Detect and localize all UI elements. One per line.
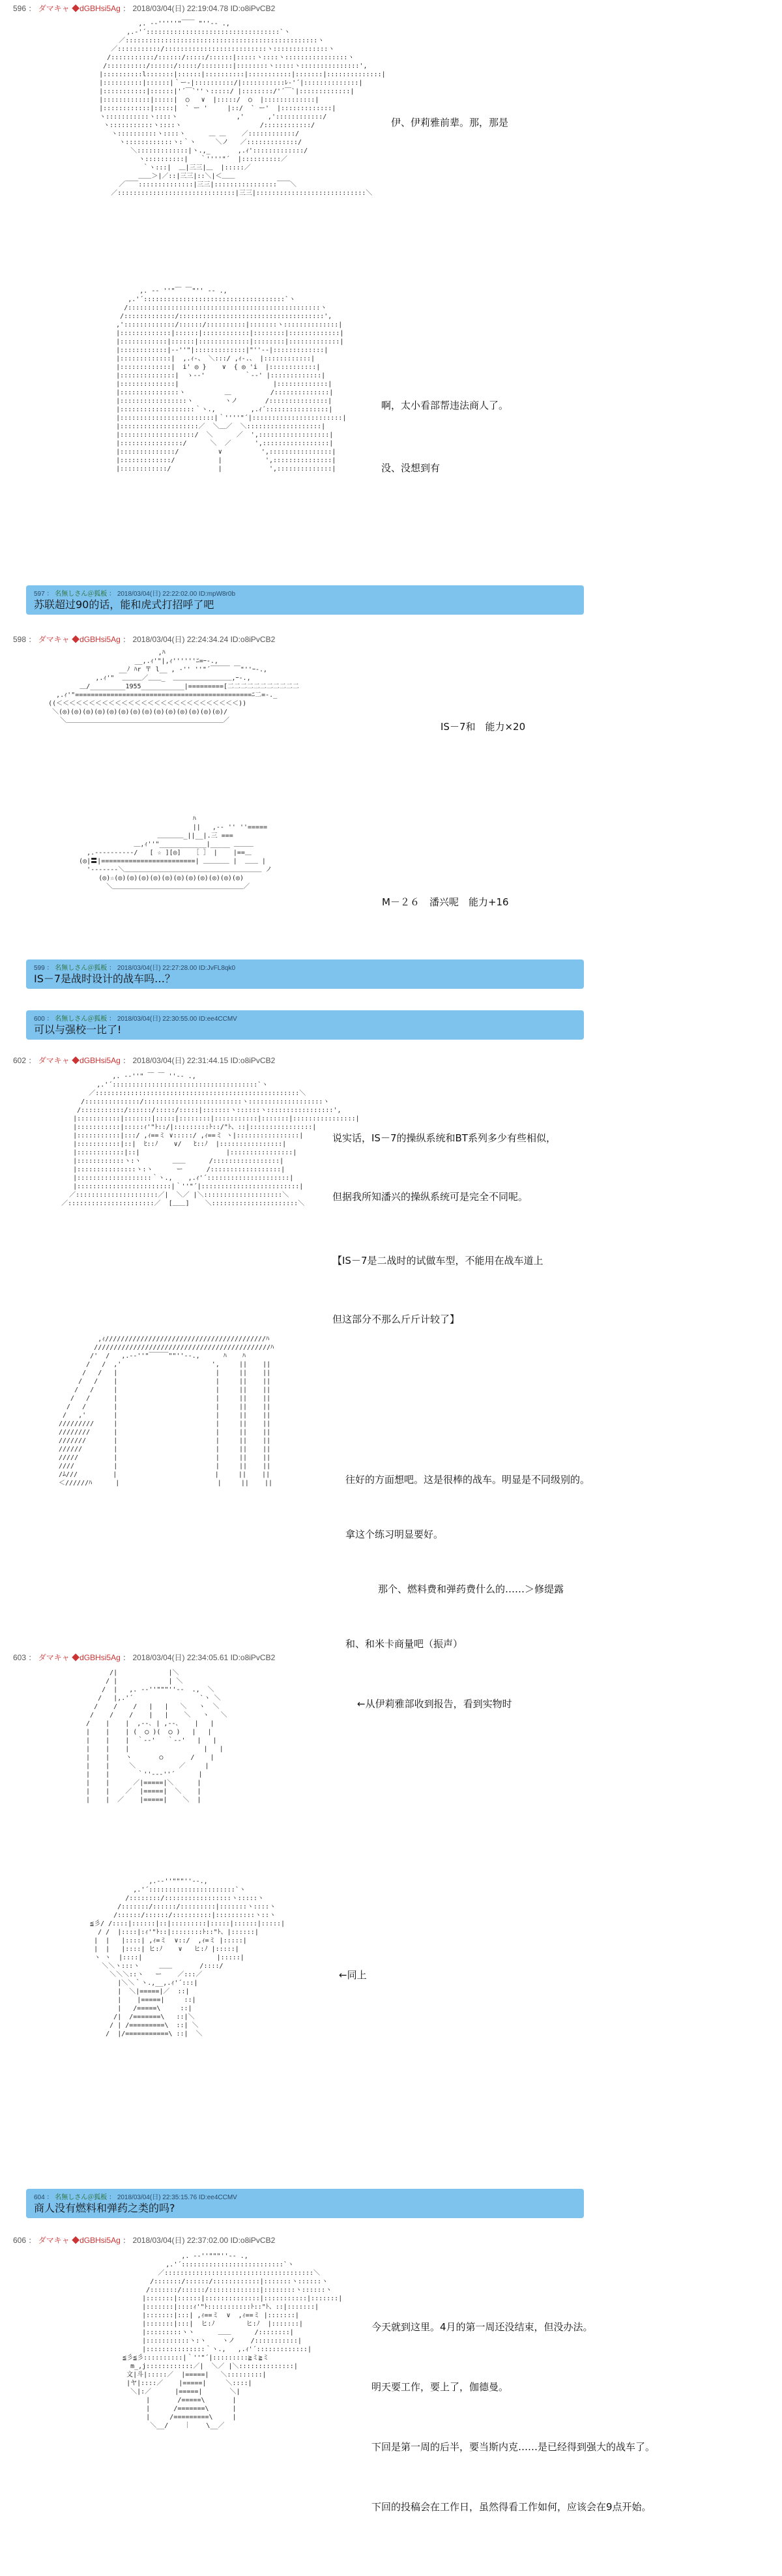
post-header: 606 ： ダマキャ ◆dGBHsi5Ag ： 2018/03/04(日) 22:37:02.00 ID:o8iPvCB2 [13, 2236, 276, 2245]
reply-post [26, 2189, 584, 2218]
ascii-art-tank-m26: ﾊ || ,-‐ '' ''===== ＿＿＿＿_||__|.三 === ＿,ｨ''"____________|_____ ＿＿＿ ,.----------/ [ ☆ ][◎] ［ ］ | |==＿ (◎|〓|========================| ＿＿＿＿ | ＿＿ | '‐------＼＿＿＿＿＿＿＿＿＿＿＿＿＿＿＿＿＿＿＿＿＿ ノ (◎)☆(◎)(◎)(◎)(◎)(◎)(◎)(◎)(◎)(◎)(◎)(◎) ＼＿＿＿＿＿＿＿＿＿＿＿＿＿＿＿＿＿＿＿＿／ [79, 815, 272, 890]
ascii-art-character: ,. -‐ ''"￣ ￣"'' ‐- ., ,.'´::::::::::::::::::::::::::::::::::::`ヽ /:::::::::::::::::::::::::::::::::::::::::::::::::ヽ /:::::::::::::/:::::::::::::::::::::::::::::::::::::', ,':::::::::::::/::::::/::::::::::|:::::::ヽ::::::::::::::| |:::::::::::::|::::::|::::::::::::|::::::::|:::::::::::::| |::::::::::::|::::::|:::::::::::::|::::::::|:::::::::::::| |::::::::::::|-‐''"|:::::::::::::|"''‐-|:::::::::::::| |:::::::::::::| ,.ｨ-、 ＼:::/ ,ｨ-.、 |::::::::::::| |:::::::::::::| i' ◎ } ∨ { ◎ 'i |::::::::::::| |::::::::::::::| ゝ-‐' ｀‐-' |:::::::::::::| |::::::::::::::| |:::::::::::::| |:::::::::::::::ヽ ＿ /::::::::::::::| |:::::::::::::::::ヽ ヽノ /:::::::::::::::| |:::::::::::::::::::｀ヽ., ,.ｨ´::::::::::::::::| |::::::::::::::::::::::::|｀''''"´|:::::::::::::::::::::::| |::::::::::::::::::::／ ＼＿／ ＼:::::::::::::::::::| |:::::::::::::::::::/ ＼ ／ ',::::::::::::::::::| |::::::::::::::::/ ＼ ／ ',:::::::::::::::::| |::::::::::::::/ ∨ ',::::::::::::::::| |:::::::::::::/ | ',:::::::::::::::| |::::::::::::/ | ',::::::::::::::| [116, 287, 347, 473]
reply-id[interactable]: ID:mpW8r0b [198, 591, 236, 598]
speech-line: 但这部分不那么斤斤计较了】 [332, 1313, 460, 1325]
post-id[interactable]: ID:o8iPvCB2 [230, 1056, 276, 1065]
post-text [382, 856, 509, 929]
post-text [332, 1092, 556, 1347]
reply-text: IS－7是战时设计的战车吗…？ [34, 973, 176, 985]
speech-line: 明天要工作，要上了，伽德曼。 [371, 2381, 509, 2393]
post-author[interactable]: ダマキャ [38, 1653, 70, 1662]
post-datetime: 2018/03/04(日) 22:31:44.15 [132, 1056, 229, 1065]
post-text [381, 360, 508, 495]
reply-id[interactable]: ID:ee4CCMV [198, 2194, 237, 2201]
reply-header: 600 ： 名無しさん＠狐板 ： 2018/03/04(日) 22:30:55.00 ID:ee4CCMV [34, 1016, 237, 1023]
reply-name: 名無しさん＠狐板 [55, 965, 108, 972]
post-number: 598 [13, 635, 27, 644]
post-text [371, 2281, 655, 2534]
post-number: 596 [13, 4, 27, 13]
ascii-art-character: /| |＼ / | | ＼ / | ,. -‐''"""''‐- ., ＼ / |,.'´ `ヽ ＼ / / / | | ＼ ヽ ＼ / / / | | ＼ ヽ ＼ / | | ,-‐､ | ,-‐､ | | | | | ( ◯ )( ◯ ) | | | | | ｀-‐' ｀-‐' | | | | | | | | | ヽ ○ / | | | ＼ ／ | | | ｀''‐-‐''´ | | | ／|=====|＼ | | | ／ |=====| ＼ | | | ／ |=====| ＼ | [86, 1669, 227, 1804]
post-header: 596 ： ダマキャ ◆dGBHsi5Ag ： 2018/03/04(日) 22:19:04.78 ID:o8iPvCB2 [13, 4, 276, 13]
ascii-art-tank-is7: ,ﾊ __,.ｨ'"|,ｨ''''''ﾆ=ｰ-., __ﾉ ﾊ﻿r 〒 l__ , -'' ''"´￣￣￣ ￣"''ｰ-., ,.ｨ'" ＿＿＿／＿＿_ ＿＿＿＿＿＿＿＿＿,ｰ-., ＿/_________1955___________|=========[二二二二二二二二二二二 ,.ｨ'"=============================================ﾆ二=-._ ((＜＜＜＜＜＜＜＜＜＜＜＜＜＜＜＜＜＜＜＜＜＜＜＜＜＜＜＜)) ＼(◎)(◎)(◎)(◎)(◎)(◎)(◎)(◎)(◎)(◎)(◎)(◎)(◎)(◎)/ ＼＿＿＿＿＿＿＿＿＿＿＿＿＿＿＿＿＿＿＿＿＿＿＿＿／ [48, 649, 299, 724]
post-text [441, 681, 525, 754]
reply-header: 604 ： 名無しさん＠狐板 ： 2018/03/04(日) 22:35:15.76 ID:ee4CCMV [34, 2194, 237, 2201]
reply-post [26, 585, 584, 615]
reply-datetime: 2018/03/04(日) 22:27:28.00 [117, 965, 197, 972]
reply-number: 604 [34, 2194, 45, 2201]
post-id[interactable]: ID:o8iPvCB2 [230, 2236, 276, 2245]
speech-line: 啊，太小看部帮违法商人了。 [381, 400, 509, 411]
post-id[interactable]: ID:o8iPvCB2 [230, 635, 276, 644]
reply-name: 名無しさん＠狐板 [55, 2194, 108, 2201]
speech-line: 说实话，IS－7的操纵系统和BT系列多少有些相似， [332, 1132, 556, 1144]
post-id[interactable]: ID:o8iPvCB2 [230, 4, 276, 13]
post-trip: ◆dGBHsi5Ag [72, 2236, 121, 2245]
reply-name: 名無しさん＠狐板 [55, 1016, 108, 1023]
speech-line: 伊、伊莉雅前辈。那，那是 [391, 117, 509, 128]
tank-label: 1955 [125, 683, 141, 690]
reply-datetime: 2018/03/04(日) 22:30:55.00 [117, 1016, 197, 1023]
ascii-art-character: ,ｨ/////////////////////////////////////////ﾊ /////////////////////////////////////////////ﾊ /' / ,.-‐''"￣￣￣""''‐-., ﾊ ﾊ / / ,' ', || || / / | | || || / / | | || || / / | | || || / / | | || || / / | | || || / ,' | | || || ///////// | | || || //////// | | || || /////// | | || || ////// | | || || ///// | | || || //// | | || || /ﾑ/// | | || || ＜//////ﾊ | | || || [59, 1336, 274, 1487]
post-text [345, 1434, 590, 1671]
post-header: 602 ： ダマキャ ◆dGBHsi5Ag ： 2018/03/04(日) 22:31:44.15 ID:o8iPvCB2 [13, 1056, 276, 1065]
post-trip: ◆dGBHsi5Ag [72, 1056, 121, 1065]
post-trip: ◆dGBHsi5Ag [72, 4, 121, 13]
reply-text: 苏联超过90的话，能和虎式打招呼了吧 [34, 598, 214, 611]
post-number: 602 [13, 1056, 27, 1065]
post-datetime: 2018/03/04(日) 22:19:04.78 [132, 4, 229, 13]
post-text [357, 1658, 512, 1731]
post-author[interactable]: ダマキャ [38, 4, 70, 13]
reply-datetime: 2018/03/04(日) 22:22:02.00 [117, 591, 197, 598]
reply-number: 600 [34, 1016, 45, 1023]
reply-number: 597 [34, 591, 45, 598]
reply-post [26, 1010, 584, 1040]
reply-name: 名無しさん＠狐板 [55, 591, 108, 598]
ascii-art-character: ,.-‐''"""''‐-., ,.'´::::::::::::::::::::::`ヽ /::::::::/:::::::::::::::::ヽ:::::ヽ /:::::::/::::::/:::::::::|:::::::ヽ::::ヽ /::::::/::::::/::::::::::|::::::::::ヽ::ヽ ≦彡/ /::::|::::::|::|:::::::::|:::::|::::::|:::::| / / |::::|:ｨ'"ﾄ::|::::::::ﾄ::"ﾄ、|::::::| | | |::::| ,ｨ=ミ ∨::/ ,ｨ=ミ |:::::| | | |::::| ヒ:ﾉ ∨ ヒ:ﾉ |:::::| ヽ ヽ |::::| |:::::| ＼＼ヽ:::ヽ ＿＿ /::::/ ＼＼＼::ヽ ー ／:::／ |＼＼｀ヽ.,__,.ｨ'´:::| | ＼|=====|／ ::| | |=====| ::| | /=====\ ::| /| /=======\ ::|＼ / | /=========\ ::| ＼ / |/===========\ ::| ＼ [90, 1878, 285, 2038]
speech-line: ←同上 [339, 1969, 367, 1981]
speech-line: 下回是第一周的后半，要当斯内克……是已经得到强大的战车了。 [371, 2441, 656, 2453]
ascii-art-character: ,. -‐''"""''‐- ., ,.'´::::::::::::::::::::::::::`ヽ ／::::::::::::::::::::::::::::::::::::::＼ /:::::::/::::::/::::::::::::|:::::::ヽ::::::ヽ /:::::::/::::::/:::::::::::::|::::::::ヽ::::::ヽ |:::::::|::::::|::::::::::::::|:::::::::::|:::::::| |:::::::|::::ｨ'"ﾄ:::::::::::ﾄ::"ﾄ、::|:::::::| |:::::::|:::| ,ｨ==ミ ∨ ,ｨ==ミ |:::::::| |:::::::|:::| ヒ:ﾉ ヒ:ﾉ |:::::::| |:::::::::ヽヽ ＿＿ /::::::::| |:::::::::::ヽ:ヽ ヽノ /:::::::::::| |:::::::::::::::｀ヽ., ,.ｨ'´:::::::::::::| ≦彡≦彡::::::::::|｀''"´|:::::::::≧ミ≧ミ m_,j::::::::::::／| ＼／ |＼::::::::::::::| 文|斗|:::::／ |=====| ＼:::::::::| |ヤ|::::／ |=====| ＼::::| ＼|:／ |=====| ＼| | /=====\ | | /=======\ | | /=========\ | ＼__/ ｜ \__／ [123, 2253, 343, 2429]
post-number: 603 [13, 1653, 27, 1662]
speech-line: 没、没想到有 [381, 462, 441, 474]
speech-line: 下回的投稿会在工作日，虽然得看工作如何，应该会在9点开始。 [371, 2501, 652, 2513]
speech-line: 和、和米卡商量吧（振声） [345, 1638, 463, 1650]
post-text [391, 77, 508, 150]
post-header: 603 ： ダマキャ ◆dGBHsi5Ag ： 2018/03/04(日) 22:34:05.61 ID:o8iPvCB2 [13, 1653, 276, 1662]
post-datetime: 2018/03/04(日) 22:37:02.00 [132, 2236, 229, 2245]
reply-id[interactable]: ID:ee4CCMV [198, 1016, 237, 1023]
reply-text: 商人没有燃料和弹药之类的吗? [34, 2202, 175, 2214]
post-trip: ◆dGBHsi5Ag [72, 635, 121, 644]
reply-text: 可以与强校一比了! [34, 1023, 122, 1036]
speech-line: 但据我所知潘兴的操纵系统可是完全不同呢。 [332, 1191, 529, 1203]
ascii-art-character: ,. -‐'''''"￣￣ "''‐- ., ,.-'´::::::::::::::::::::::::::::::::::`ヽ ／:::::::::::::::::::::::::::::::::::::::::::::::::ヽ ／:::::::::::/::::::::::::::::::::::::::ヽ::::::::::::::ヽ /:::::::::::/::::::/:::::/::::::|:::::ヽ::::ヽ::::::::::::::::ヽ /::::::::::/::::::/:::::/::::::::|::::::::ヽ:::::ヽ:::::::::::::::', |::::::::::l:::::::|::::::|::::::::::|:::::::::::|:::::::|::::::::::::::| |::::::::::|::::::|｀ー-|::::::::::/|:::::::::::ﾚ‐'´|::::::::::::::| |:::::::::::|::::::|'´￣`''ヽ:::::/ |::::::::/'´￣`|:::::::::::::| |::::::::::::|:::::| ○ ∨ |:::::/ ○ |:::::::::::::| |::::::::::::|:::::| ` ー ' |::/ ` ー' |:::::::::::::| ヽ:::::::::::ヽ::::ヽ ,' ,'::::::::::::/ ヽ:::::::::::ヽ::::ヽ /::::::::::::/ ヽ::::::::::ヽ::::ヽ ＿ ＿ ／::::::::::::/ ヽ::::::::::::ヽ:｀ヽ ＼ノ ／:::::::::::::/ ＼:::::::::::::|ヽ.,_ ,.ｨ':::::::::::::/ ヽ::::::::::| ｀''''"´ |::::::::::／ ｀ヽ:::| ＿|三三|＿ |:::::／ ＿＿＞|／::|三三|::＼|＜＿＿ ／￣￣::::::::::::::|三三|::::::::::::::::￣￣＼ ／::::::::::::::::::::::::::::::|三三|::::::::::::::::::::::::::::＼ [99, 20, 386, 197]
speech-line: 【IS－7是二战时的试做车型，不能用在战车道上 [332, 1255, 543, 1266]
reply-datetime: 2018/03/04(日) 22:35:15.76 [117, 2194, 197, 2201]
speech-line: IS－7和 能力×20 [441, 721, 526, 733]
speech-line: 拿这个练习明显要好。 [345, 1529, 444, 1540]
reply-id[interactable]: ID:JvFL8qk0 [198, 965, 236, 972]
reply-header: 597 ： 名無しさん＠狐板 ： 2018/03/04(日) 22:22:02.00 ID:mpW8r0b [34, 591, 236, 598]
post-datetime: 2018/03/04(日) 22:24:34.24 [132, 635, 229, 644]
speech-line: ←从伊莉雅部收到报告，看到实物时 [357, 1698, 512, 1710]
ascii-art-character: ,. -‐''" ￣ ￣ ''‐- ., ,.'´:::::::::::::::::::::::::::::::::::::`ヽ ／::::::::::::::::::::::::::::::::::::::::::::::::::::＼ /::::::::::::::/:::::::::::::::::::::::::ヽ:::::::::::::::::::ヽ /:::::::::::/::::::/:::::/:::::|:::::::ヽ::::::ヽ:::::::::::::::::', |:::::::::::|:::::::|:::::|::::::::|:::::::::::|:::::::|::::::::::::::::| |:::::::::::|:::::ｨ'"ﾄ::/|:::::::::ﾄ::/"ﾄ、::|::::::::::::::::| |:::::::::::|:::/ ,ｨ==ミ ∨:::::/ ,ｨ==ミ ヽ|::::::::::::::::| |:::::::::::|::| ﾋ::ﾉ ∨/ ﾋ::ﾉ |::::::::::::::::| |::::::::::::|::| |::::::::::::::::| |::::::::::::ヽ:ヽ ＿＿ /:::::::::::::::::| |:::::::::::::::ヽ:ヽ ー /::::::::::::::::::| |:::::::::::::::::::｀ヽ., ,.ｨ'´:::::::::::::::::::::| |::::::::::::::::::::::::|｀''"´|:::::::::::::::::::::::::| ／:::::::::::::::::::::／| ＼／ |＼::::::::::::::::::::＼ ／::::::::::::::::::::::／ [＿＿] ＼::::::::::::::::::::::＼ [61, 1073, 360, 1207]
post-trip: ◆dGBHsi5Ag [72, 1653, 121, 1662]
post-author[interactable]: ダマキャ [38, 635, 70, 644]
speech-line: M－２６ 潘兴呢 能力+16 [382, 896, 509, 908]
post-text [339, 1929, 367, 2002]
reply-post [26, 959, 584, 989]
reply-number: 599 [34, 965, 45, 972]
post-author[interactable]: ダマキャ [38, 1056, 70, 1065]
post-header: 598 ： ダマキャ ◆dGBHsi5Ag ： 2018/03/04(日) 22:24:34.24 ID:o8iPvCB2 [13, 635, 276, 644]
post-number: 606 [13, 2236, 27, 2245]
speech-line: 往好的方面想吧。这是很棒的战车。明显是不同级别的。 [345, 1474, 590, 1486]
post-author[interactable]: ダマキャ [38, 2236, 70, 2245]
speech-line: 那个、燃料费和弹药费什么的……＞修缇露 [378, 1583, 564, 1595]
reply-header: 599 ： 名無しさん＠狐板 ： 2018/03/04(日) 22:27:28.00 ID:JvFL8qk0 [34, 965, 236, 972]
speech-line: 今天就到这里。4月的第一周还没结束，但没办法。 [371, 2321, 593, 2333]
post-id[interactable]: ID:o8iPvCB2 [230, 1653, 276, 1662]
post-datetime: 2018/03/04(日) 22:34:05.61 [132, 1653, 229, 1662]
